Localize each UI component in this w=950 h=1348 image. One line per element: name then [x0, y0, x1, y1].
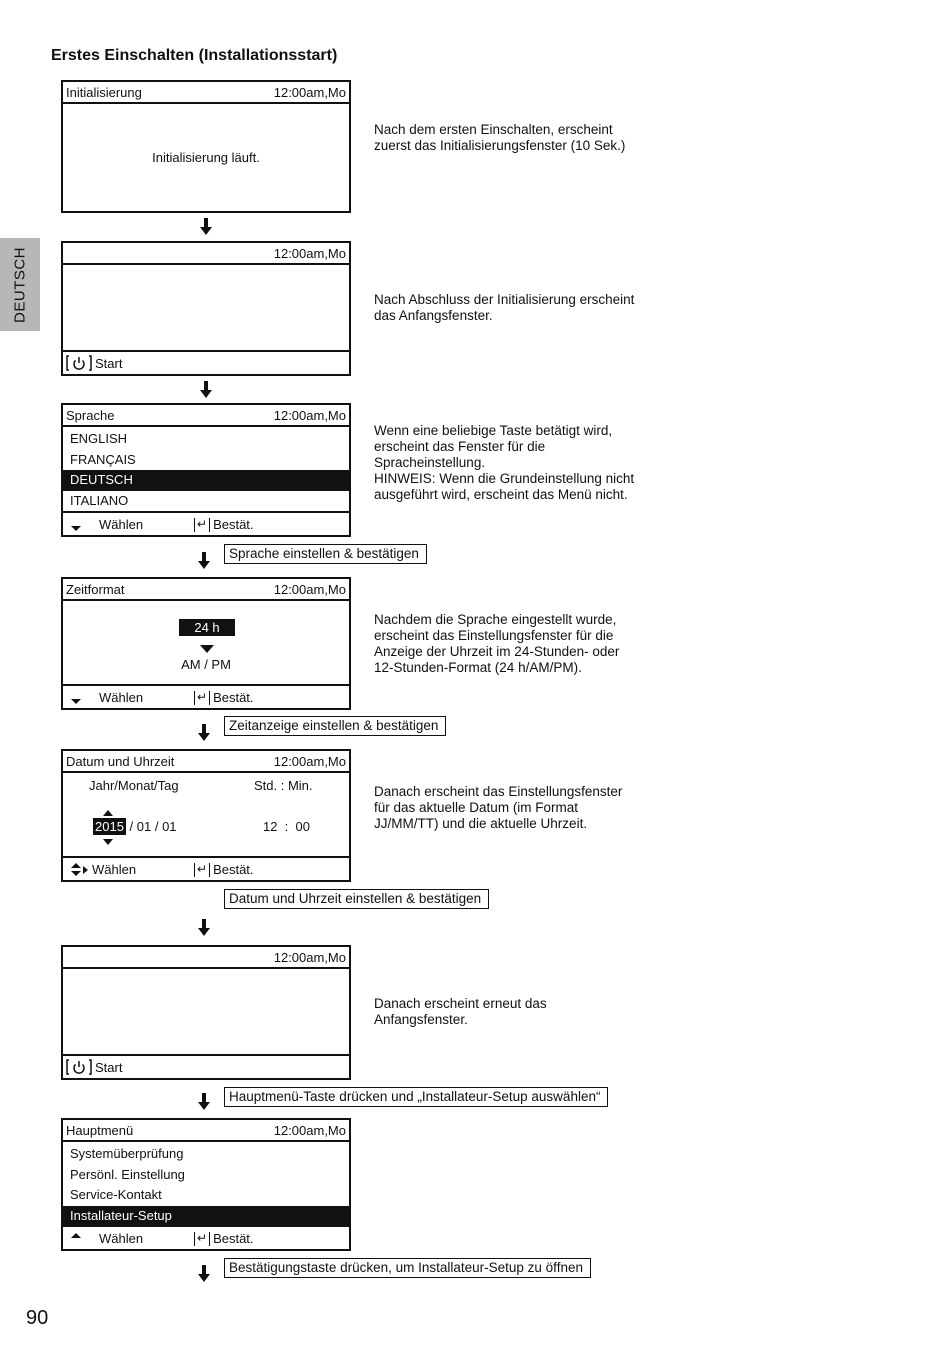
down-arrow-icon	[198, 1265, 210, 1282]
select-hint	[71, 517, 143, 532]
language-side-tab	[0, 238, 40, 331]
select-label: Wählen	[92, 862, 137, 877]
screen-title: Zeitformat	[66, 581, 125, 597]
date-heading: Jahr/Monat/Tag	[89, 778, 179, 793]
down-arrow-icon	[198, 1093, 210, 1110]
chevron-down-icon	[71, 526, 81, 531]
screen-footer	[63, 856, 349, 880]
month-day-field[interactable]: / 01 / 01	[129, 819, 177, 834]
down-arrow-icon	[198, 919, 210, 936]
date-value	[93, 819, 177, 834]
select-label: Wählen	[99, 517, 144, 532]
language-option-italiano[interactable]: ITALIANO	[70, 492, 129, 508]
screen-title: Initialisierung	[66, 84, 142, 100]
menu-item-system-check[interactable]: Systemüberprüfung	[70, 1146, 184, 1161]
language-option-deutsch[interactable]: DEUTSCH	[63, 470, 349, 491]
down-arrow-icon	[200, 381, 212, 398]
screen-clock: 12:00am,Mo	[273, 84, 346, 100]
screen-title: Hauptmenü	[66, 1122, 134, 1138]
screen-header	[63, 243, 349, 265]
screen-clock: 12:00am,Mo	[273, 1122, 346, 1138]
confirm-hint	[194, 690, 254, 705]
confirm-label: Bestät.	[213, 517, 254, 532]
clock-value[interactable]: 12 : 00	[263, 819, 310, 834]
menu-item-installer-setup[interactable]: Installateur-Setup	[63, 1206, 349, 1227]
enter-key-icon[interactable]: ↵	[194, 863, 210, 877]
init-message: Initialisierung läuft.	[152, 150, 260, 165]
init-screen	[61, 80, 351, 213]
screen-footer	[63, 511, 349, 535]
confirm-label: Bestät.	[213, 1231, 254, 1246]
datetime-screen	[61, 749, 351, 882]
language-list	[63, 427, 349, 511]
screen-clock: 12:00am,Mo	[273, 245, 346, 261]
screen-footer	[63, 684, 349, 708]
enter-key-icon[interactable]: ↵	[194, 1232, 210, 1246]
desc-language-note: HINWEIS: Wenn die Grundeinstellung nicht ausgeführt wird, erscheint das Menü nicht.	[374, 471, 635, 502]
navigate-arrows-icon	[71, 863, 89, 877]
screen-header	[63, 405, 349, 427]
select-label: Wählen	[99, 1231, 144, 1246]
screen-header	[63, 1120, 349, 1142]
start-screen	[61, 241, 351, 376]
screen-title: Sprache	[66, 407, 115, 423]
step-label-datetime: Datum und Uhrzeit einstellen & bestätigen	[224, 889, 489, 909]
chevron-down-icon	[200, 645, 214, 653]
main-menu-screen	[61, 1118, 351, 1251]
main-menu-list	[63, 1142, 349, 1226]
screen-footer	[63, 1054, 349, 1078]
step-label-confirm: Bestätigungstaste drücken, um Installateur-Setup zu öffnen	[224, 1258, 591, 1278]
desc-init: Nach dem ersten Einschalten, erscheint zuerst das Initialisierungsfenster (10 Sek.)	[374, 122, 626, 153]
screen-footer	[63, 350, 349, 374]
screen-clock: 12:00am,Mo	[273, 581, 346, 597]
desc-language	[374, 423, 636, 503]
screen-header	[63, 751, 349, 773]
menu-item-service-contact[interactable]: Service-Kontakt	[70, 1187, 162, 1202]
confirm-label: Bestät.	[213, 862, 254, 877]
step-label-main-menu: Hauptmenü-Taste drücken und „Installateur-Setup auswählen“	[224, 1087, 608, 1107]
language-option-english[interactable]: ENGLISH	[70, 431, 128, 446]
screen-header	[63, 579, 349, 601]
screen-header	[63, 947, 349, 969]
select-hint	[71, 690, 143, 705]
desc-time-format: Nachdem die Sprache eingestellt wurde, erscheint das Einstellungsfenster für die Anzeige der Uhrzeit im 24-Stunden- oder 12-Stunden-Format (24 h/AM/PM).	[374, 612, 620, 675]
confirm-hint	[194, 862, 254, 877]
chevron-up-icon	[103, 810, 113, 816]
time-format-screen	[61, 577, 351, 710]
power-icon[interactable]	[66, 355, 92, 371]
confirm-hint	[194, 1231, 254, 1246]
screen-footer	[63, 1225, 349, 1249]
step-label-time-format: Zeitanzeige einstellen & bestätigen	[224, 716, 446, 736]
page-number: 90	[26, 1307, 49, 1329]
screen-header	[63, 82, 349, 104]
screen-clock: 12:00am,Mo	[273, 407, 346, 423]
power-icon[interactable]	[66, 1059, 92, 1075]
start-label: Start	[95, 1059, 123, 1075]
start-screen-again	[61, 945, 351, 1080]
language-screen	[61, 403, 351, 537]
down-arrow-icon	[200, 218, 212, 235]
screen-clock: 12:00am,Mo	[273, 753, 346, 769]
select-hint	[71, 1231, 143, 1246]
step-label-language: Sprache einstellen & bestätigen	[224, 544, 427, 564]
desc-language-main: Wenn eine beliebige Taste betätigt wird, erscheint das Fenster für die Spracheinstellung.	[374, 423, 613, 470]
year-field[interactable]: 2015	[95, 819, 124, 834]
desc-start-again: Danach erscheint erneut das Anfangsfenster.	[374, 996, 547, 1027]
enter-key-icon[interactable]: ↵	[194, 691, 210, 705]
time-heading: Std. : Min.	[254, 778, 313, 793]
menu-item-personal-settings[interactable]: Persönl. Einstellung	[70, 1166, 185, 1182]
language-option-francais[interactable]: FRANÇAIS	[70, 451, 136, 467]
time-format-option-24h[interactable]: 24 h	[179, 619, 235, 636]
chevron-down-icon	[103, 839, 113, 845]
enter-key-icon[interactable]: ↵	[194, 518, 210, 532]
select-hint	[71, 862, 136, 877]
down-arrow-icon	[198, 724, 210, 741]
time-format-option-ampm[interactable]: AM / PM	[181, 657, 231, 672]
confirm-label: Bestät.	[213, 690, 254, 705]
screen-title: Datum und Uhrzeit	[66, 753, 175, 769]
start-label: Start	[95, 355, 123, 371]
confirm-hint	[194, 517, 254, 532]
chevron-down-icon	[71, 699, 81, 704]
page-title: Erstes Einschalten (Installationsstart)	[51, 47, 338, 64]
side-tab-label: DEUTSCH	[11, 246, 29, 323]
select-label: Wählen	[99, 690, 144, 705]
down-arrow-icon	[198, 552, 210, 569]
chevron-up-icon	[71, 1233, 81, 1238]
screen-clock: 12:00am,Mo	[273, 949, 346, 965]
desc-start: Nach Abschluss der Initialisierung erscheint das Anfangsfenster.	[374, 292, 635, 323]
desc-datetime: Danach erscheint das Einstellungsfenster für das aktuelle Datum (im Format JJ/MM/TT) und die aktuelle Uhrzeit.	[374, 784, 623, 831]
